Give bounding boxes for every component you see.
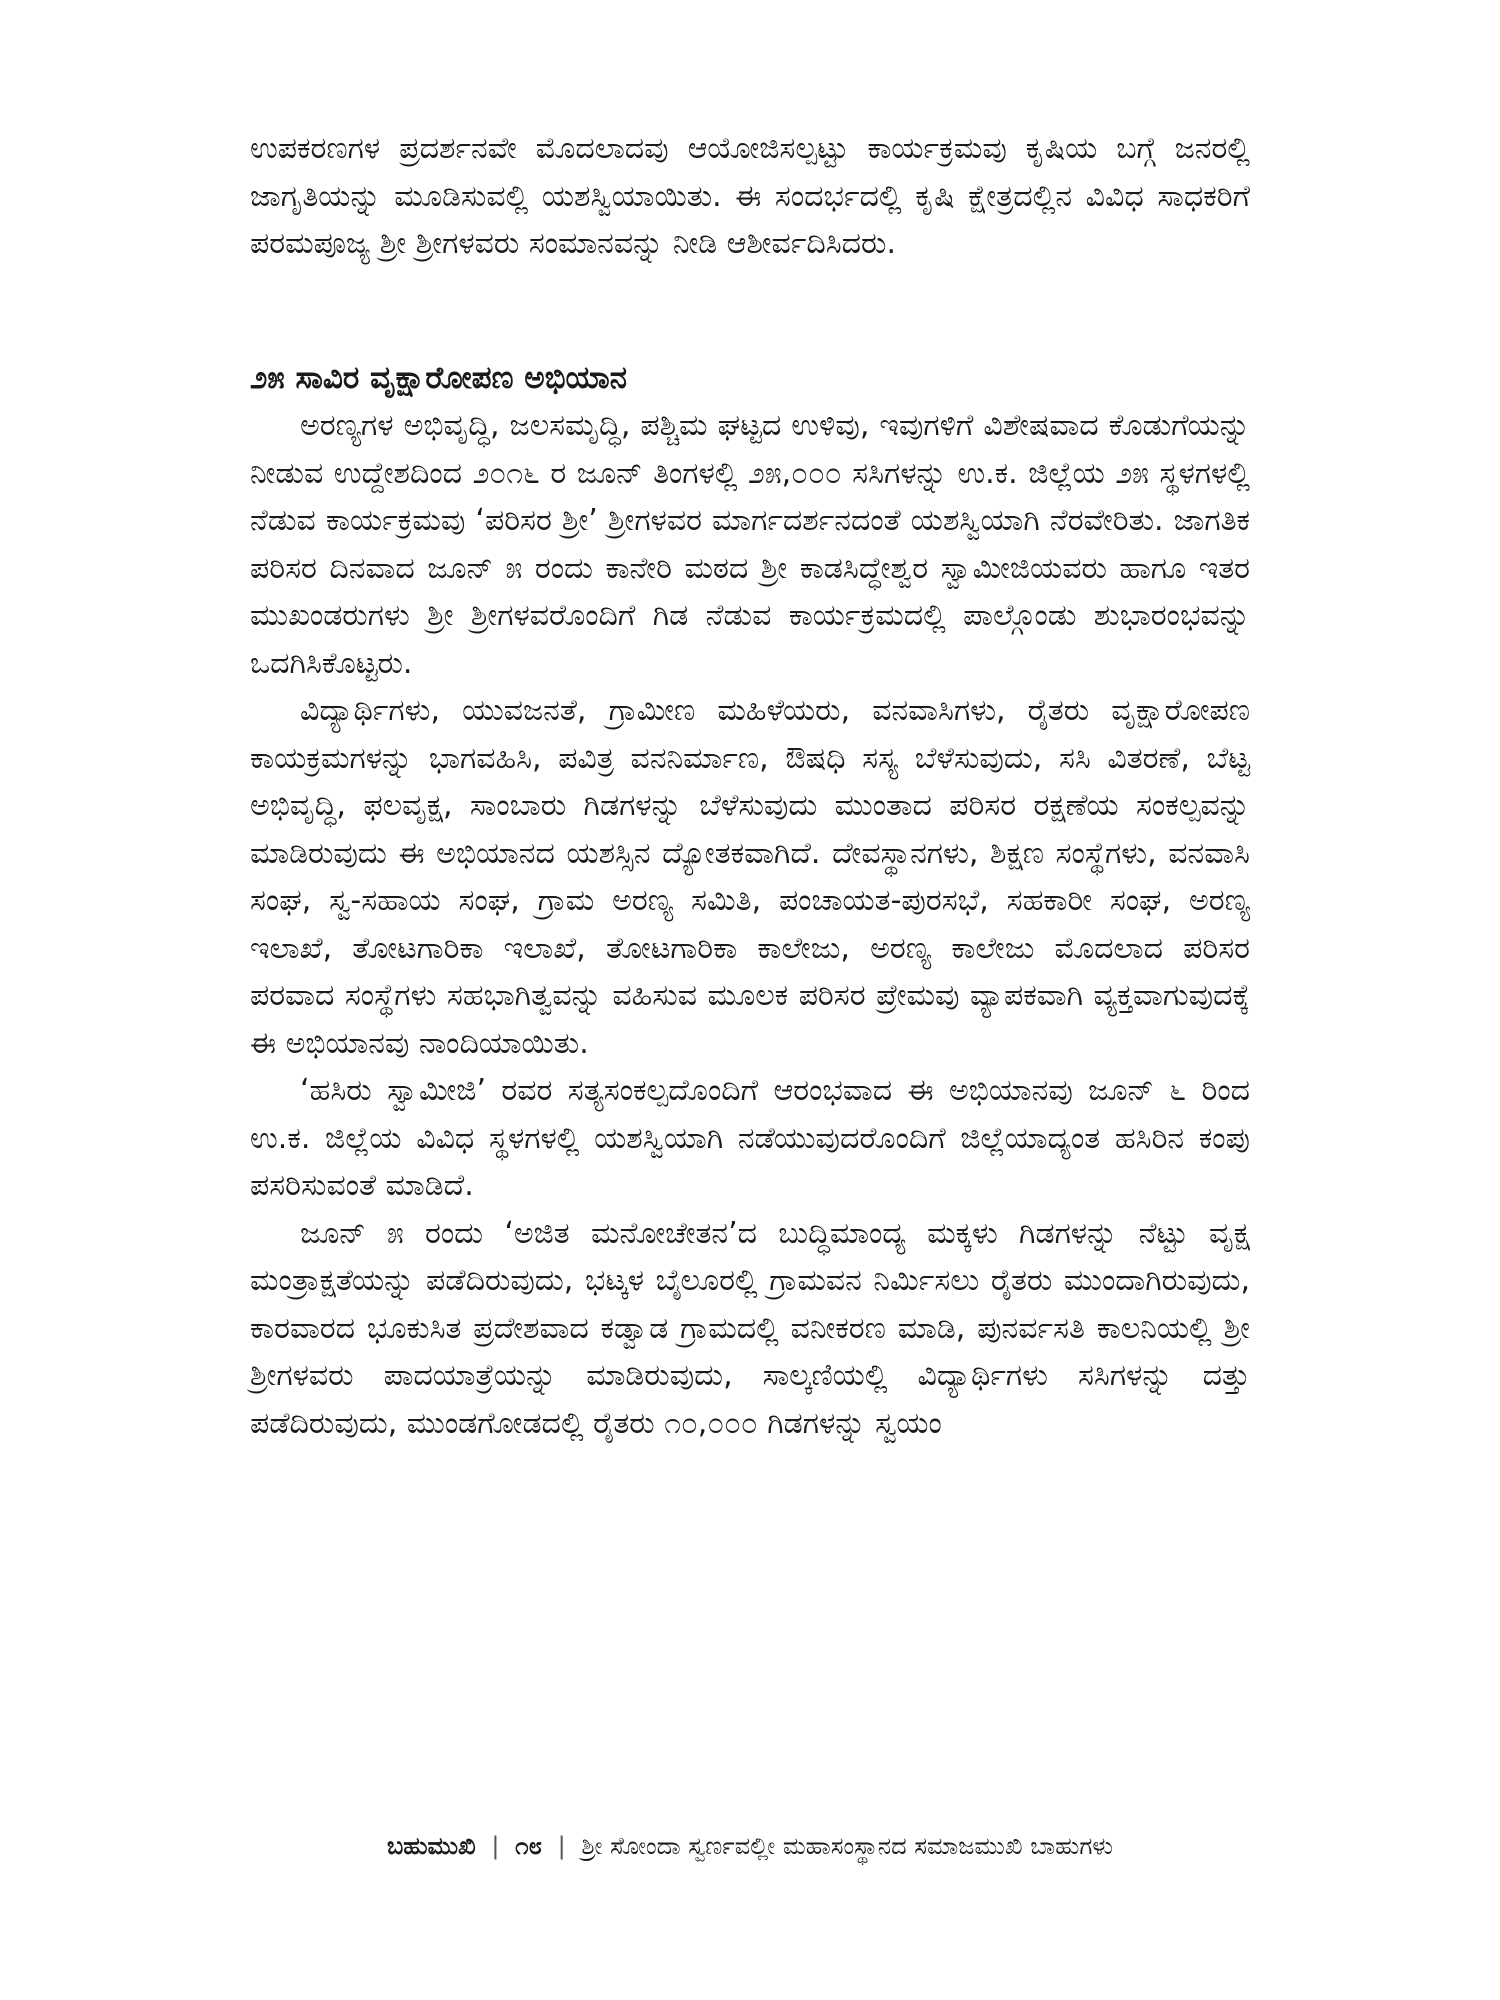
paragraph-3: ‘ಹಸಿರು ಸ್ವಾಮೀಜಿ’ ರವರ ಸತ್ಯಸಂಕಲ್ಪದೊಂದಿಗೆ ಆರಂಭವಾದ ಈ ಅಭಿಯಾನವು ಜೂನ್ ೬ ರಿಂದ ಉ.ಕ. ಜಿಲ್ಲೆಯ ವಿವಿಧ ಸ್ಥಳಗಳಲ್ಲಿ ಯಶಸ್ವಿಯಾಗಿ ನಡೆಯುವುದರೊಂದಿಗೆ ಜಿಲ್ಲೆಯಾದ್ಯಂತ ಹಸಿರಿನ ಕಂಪು ಪಸರಿಸುವಂತೆ ಮಾಡಿದೆ. <box>250 1073 1250 1203</box>
footer-book-title: ಬಹುಮುಖಿ <box>387 1832 476 1860</box>
paragraph-1: ಅರಣ್ಯಗಳ ಅಭಿವೃದ್ಧಿ, ಜಲಸಮೃದ್ಧಿ, ಪಶ್ಚಿಮ ಘಟ್ಟದ ಉಳಿವು, ಇವುಗಳಿಗೆ ವಿಶೇಷವಾದ ಕೊಡುಗೆಯನ್ನು ನೀಡುವ ಉದ್ದೇಶದಿಂದ ೨೦೧೬ ರ ಜೂನ್ ತಿಂಗಳಲ್ಲಿ ೨೫,೦೦೦ ಸಸಿಗಳನ್ನು ಉ.ಕ. ಜಿಲ್ಲೆಯ ೨೫ ಸ್ಥಳಗಳಲ್ಲಿ ನೆಡುವ ಕಾರ್ಯಕ್ರಮವು ‘ಪರಿಸರ ಶ್ರೀ’ ಶ್ರೀಗಳವರ ಮಾರ್ಗದರ್ಶನದಂತೆ ಯಶಸ್ವಿಯಾಗಿ ನೆರವೇರಿತು. ಜಾಗತಿಕ ಪರಿಸರ ದಿನವಾದ ಜೂನ್ ೫ ರಂದು ಕಾನೇರಿ ಮಠದ ಶ್ರೀ ಕಾಡಸಿದ್ಧೇಶ್ವರ ಸ್ವಾಮೀಜಿಯವರು ಹಾಗೂ ಇತರ ಮುಖಂಡರುಗಳು ಶ್ರೀ ಶ್ರೀಗಳವರೊಂದಿಗೆ ಗಿಡ ನೆಡುವ ಕಾರ್ಯಕ್ರಮದಲ್ಲಿ ಪಾಲ್ಗೊಂಡು ಶುಭಾರಂಭವನ್ನು ಒದಗಿಸಿಕೊಟ್ಟರು. <box>250 408 1250 681</box>
section-heading: ೨೫ ಸಾವಿರ ವೃಕ್ಷಾರೋಪಣ ಅಭಿಯಾನ <box>250 359 627 396</box>
footer-page-number: ೧೮ <box>515 1832 542 1860</box>
footer-subtitle: ಶ್ರೀ ಸೋಂದಾ ಸ್ವರ್ಣವಲ್ಲೀ ಮಹಾಸಂಸ್ಥಾನದ ಸಮಾಜಮುಖಿ ಬಾಹುಗಳು <box>581 1832 1113 1860</box>
paragraph-4: ಜೂನ್ ೫ ರಂದು ‘ಅಜಿತ ಮನೋಚೇತನ’ದ ಬುದ್ಧಿಮಾಂದ್ಯ ಮಕ್ಕಳು ಗಿಡಗಳನ್ನು ನೆಟ್ಟು ವೃಕ್ಷ ಮಂತ್ರಾಕ್ಷತೆಯನ್ನು ಪಡೆದಿರುವುದು, ಭಟ್ಕಳ ಬೈಲೂರಲ್ಲಿ ಗ್ರಾಮವನ ನಿರ್ಮಿಸಲು ರೈತರು ಮುಂದಾಗಿರುವುದು, ಕಾರವಾರದ ಭೂಕುಸಿತ ಪ್ರದೇಶವಾದ ಕಡ್ವಾಡ ಗ್ರಾಮದಲ್ಲಿ ವನೀಕರಣ ಮಾಡಿ, ಪುನರ್ವಸತಿ ಕಾಲನಿಯಲ್ಲಿ ಶ್ರೀ ಶ್ರೀಗಳವರು ಪಾದಯಾತ್ರೆಯನ್ನು ಮಾಡಿರುವುದು, ಸಾಲ್ಕಣಿಯಲ್ಲಿ ವಿದ್ಯಾರ್ಥಿಗಳು ಸಸಿಗಳನ್ನು ದತ್ತು ಪಡೆದಿರುವುದು, ಮುಂಡಗೋಡದಲ್ಲಿ ರೈತರು ೧೦,೦೦೦ ಗಿಡಗಳನ್ನು ಸ್ವಯಂ <box>250 1215 1250 1441</box>
body-text <box>250 125 1250 1447</box>
footer-separator: | <box>491 1832 500 1860</box>
footer-separator: | <box>557 1832 566 1860</box>
page-footer <box>0 1828 1500 1864</box>
paragraph-2: ವಿದ್ಯಾರ್ಥಿಗಳು, ಯುವಜನತೆ, ಗ್ರಾಮೀಣ ಮಹಿಳೆಯರು, ವನವಾಸಿಗಳು, ರೈತರು ವೃಕ್ಷಾರೋಪಣ ಕಾಯಕ್ರಮಗಳನ್ನು ಭಾಗವಹಿಸಿ, ಪವಿತ್ರ ವನನಿರ್ಮಾಣ, ಔಷಧಿ ಸಸ್ಯ ಬೆಳೆಸುವುದು, ಸಸಿ ವಿತರಣೆ, ಬೆಟ್ಟ ಅಭಿವೃದ್ಧಿ, ಫಲವೃಕ್ಷ, ಸಾಂಬಾರು ಗಿಡಗಳನ್ನು ಬೆಳೆಸುವುದು ಮುಂತಾದ ಪರಿಸರ ರಕ್ಷಣೆಯ ಸಂಕಲ್ಪವನ್ನು ಮಾಡಿರುವುದು ಈ ಅಭಿಯಾನದ ಯಶಸ್ಸಿನ ದ್ಯೋತಕವಾಗಿದೆ. ದೇವಸ್ಥಾನಗಳು, ಶಿಕ್ಷಣ ಸಂಸ್ಥೆಗಳು, ವನವಾಸಿ ಸಂಘ, ಸ್ವ-ಸಹಾಯ ಸಂಘ, ಗ್ರಾಮ ಅರಣ್ಯ ಸಮಿತಿ, ಪಂಚಾಯತ-ಪುರಸಭೆ, ಸಹಕಾರೀ ಸಂಘ, ಅರಣ್ಯ ಇಲಾಖೆ, ತೋಟಗಾರಿಕಾ ಇಲಾಖೆ, ತೋಟಗಾರಿಕಾ ಕಾಲೇಜು, ಅರಣ್ಯ ಕಾಲೇಜು ಮೊದಲಾದ ಪರಿಸರ ಪರವಾದ ಸಂಸ್ಥೆಗಳು ಸಹಭಾಗಿತ್ವವನ್ನು ವಹಿಸುವ ಮೂಲಕ ಪರಿಸರ ಪ್ರೇಮವು ವ್ಯಾಪಕವಾಗಿ ವ್ಯಕ್ತವಾಗುವುದಕ್ಕೆ ಈ ಅಭಿಯಾನವು ನಾಂದಿಯಾಯಿತು. <box>250 693 1250 1061</box>
paragraph-intro: ಉಪಕರಣಗಳ ಪ್ರದರ್ಶನವೇ ಮೊದಲಾದವು ಆಯೋಜಿಸಲ್ಪಟ್ಟು ಕಾರ್ಯಕ್ರಮವು ಕೃಷಿಯ ಬಗ್ಗೆ ಜನರಲ್ಲಿ ಜಾಗೃತಿಯನ್ನು ಮೂಡಿಸುವಲ್ಲಿ ಯಶಸ್ವಿಯಾಯಿತು. ಈ ಸಂದರ್ಭದಲ್ಲಿ ಕೃಷಿ ಕ್ಷೇತ್ರದಲ್ಲಿನ ವಿವಿಧ ಸಾಧಕರಿಗೆ ಪರಮಪೂಜ್ಯ ಶ್ರೀ ಶ್ರೀಗಳವರು ಸಂಮಾನವನ್ನು ನೀಡಿ ಆಶೀರ್ವದಿಸಿದರು. <box>250 131 1250 261</box>
